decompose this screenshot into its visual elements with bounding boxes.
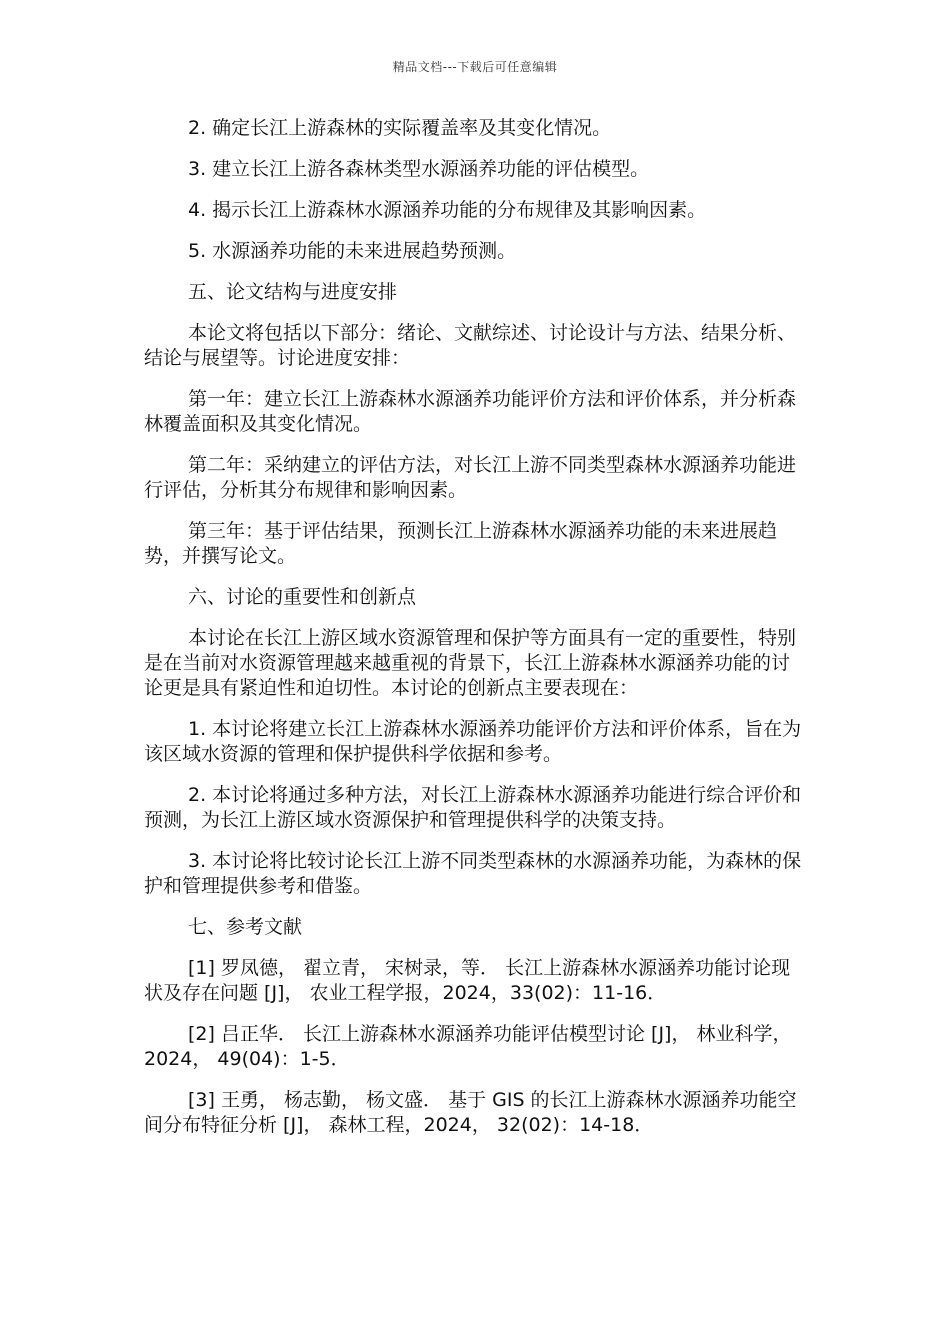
document-body	[144, 116, 808, 1154]
section-heading-references: 七、参考文献	[188, 916, 303, 938]
paragraph-importance: 本讨论在长江上游区域水资源管理和保护等方面具有一定的重要性，特别是在当前对水资源管理越来越重视的背景下，长江上游森林水源涵养功能的讨论更是具有紧迫性和迫切性。本讨论的创新点主要表现在：	[144, 627, 797, 699]
page-header: 精品文档---下载后可任意编辑	[392, 60, 558, 74]
reference-item-1: [1] 罗凤德， 翟立青， 宋树录，等． 长江上游森林水源涵养功能讨论现状及存在问题 [J]， 农业工程学报，2024，33(02)：11-16．	[144, 957, 791, 1004]
section-heading-structure: 五、论文结构与进度安排	[188, 281, 398, 303]
paragraph-objective-3: 3. 建立长江上游各森林类型水源涵养功能的评估模型。	[188, 158, 650, 180]
paragraph-innovation-2: 2. 本讨论将通过多种方法，对长江上游森林水源涵养功能进行综合评价和预测，为长江上游区域水资源保护和管理提供科学的决策支持。	[144, 784, 802, 831]
paragraph-objective-4: 4. 揭示长江上游森林水源涵养功能的分布规律及其影响因素。	[188, 199, 707, 221]
paragraph-year-two: 第二年：采纳建立的评估方法，对长江上游不同类型森林水源涵养功能进行评估，分析其分布规律和影响因素。	[144, 454, 797, 501]
reference-item-2: [2] 吕正华． 长江上游森林水源涵养功能评估模型讨论 [J]， 林业科学，2024， 49(04)：1-5．	[144, 1023, 792, 1070]
paragraph-innovation-1: 1. 本讨论将建立长江上游森林水源涵养功能评价方法和评价体系，旨在为该区域水资源的管理和保护提供科学依据和参考。	[144, 718, 802, 765]
section-heading-importance: 六、讨论的重要性和创新点	[188, 586, 417, 608]
paragraph-objective-5: 5. 水源涵养功能的未来进展趋势预测。	[188, 240, 517, 262]
paragraph-year-one: 第一年：建立长江上游森林水源涵养功能评价方法和评价体系，并分析森林覆盖面积及其变化情况。	[144, 388, 797, 435]
paragraph-innovation-3: 3. 本讨论将比较讨论长江上游不同类型森林的水源涵养功能，为森林的保护和管理提供参考和借鉴。	[144, 850, 802, 897]
paragraph-structure-intro: 本论文将包括以下部分：绪论、文献综述、讨论设计与方法、结果分析、结论与展望等。讨论进度安排：	[144, 322, 797, 369]
paragraph-objective-2: 2. 确定长江上游森林的实际覆盖率及其变化情况。	[188, 117, 612, 139]
reference-item-3: [3] 王勇， 杨志勤， 杨文盛． 基于 GIS 的长江上游森林水源涵养功能空间分布特征分析 [J]， 森林工程，2024， 32(02)：14-18．	[144, 1089, 797, 1136]
paragraph-year-three: 第三年：基于评估结果，预测长江上游森林水源涵养功能的未来进展趋势，并撰写论文。	[144, 520, 778, 567]
